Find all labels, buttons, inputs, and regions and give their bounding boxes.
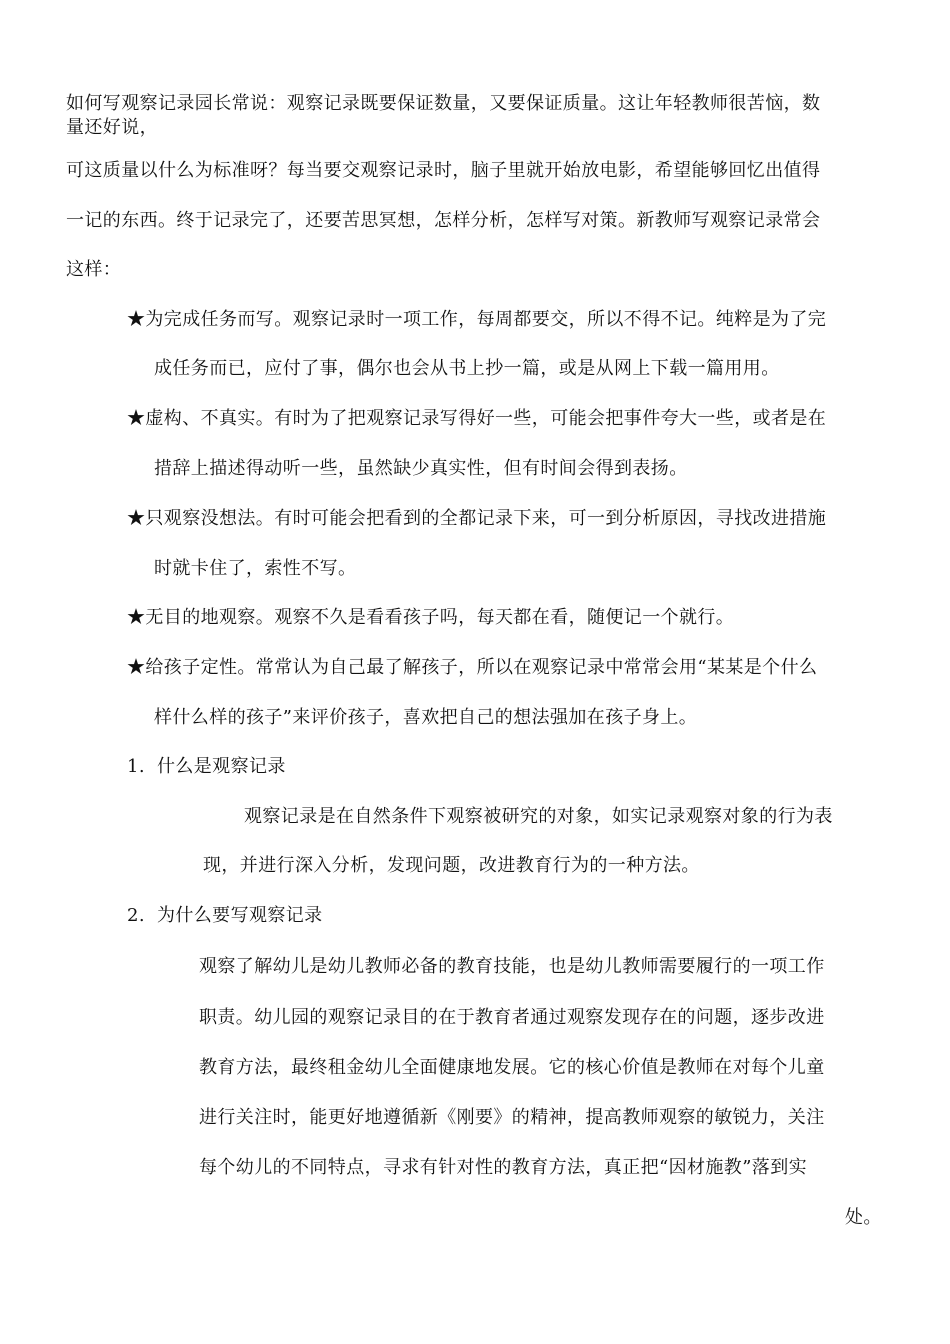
section-2-line-3: 教育方法，最终租金幼儿全面健康地发展。它的核心价值是教师在对每个儿童: [199, 1057, 825, 1078]
bullet-text: 为完成任务而写。观察记录时一项工作，每周都要交，所以不得不记。纯粹是为了完: [145, 309, 827, 330]
section-2-line-4: 进行关注时，能更好地遵循新《刚要》的精神，提高教师观察的敏锐力，关注: [199, 1107, 825, 1128]
section-number: 2.: [127, 905, 145, 926]
section-1-line-1: 观察记录是在自然条件下观察被研究的对象，如实记录观察对象的行为表: [244, 806, 833, 827]
bullet-item-1-line-1: [127, 309, 826, 331]
intro-title-line-1: 如何写观察记录园长常说：观察记录既要保证数量，又要保证质量。这让年轻教师很苦恼，数: [66, 93, 821, 114]
bullet-item-5-line-2: 样什么样的孩子”来评价孩子，喜欢把自己的想法强加在孩子身上。: [154, 707, 698, 728]
section-2-line-5: 每个幼儿的不同特点，寻求有针对性的教育方法，真正把“因材施教”落到实: [199, 1157, 808, 1178]
intro-paragraph-line-2: 一记的东西。终于记录完了，还要苦思冥想，怎样分析，怎样写对策。新教师写观察记录常会: [66, 210, 821, 231]
star-bullet-icon: ★: [127, 657, 146, 678]
section-title: 为什么要写观察记录: [156, 905, 323, 926]
star-bullet-icon: ★: [127, 408, 146, 429]
star-bullet-icon: ★: [127, 508, 146, 529]
section-number: 1.: [127, 756, 145, 777]
bullet-item-2-line-2: 措辞上描述得动听一些，虽然缺少真实性，但有时间会得到表扬。: [154, 458, 688, 479]
star-bullet-icon: ★: [127, 309, 146, 330]
section-1-heading: [127, 756, 286, 778]
star-bullet-icon: ★: [127, 607, 146, 628]
bullet-item-5-line-1: [127, 657, 817, 679]
bullet-item-1-line-2: 成任务而已，应付了事，偶尔也会从书上抄一篇，或是从网上下载一篇用用。: [154, 358, 780, 379]
bullet-text: 给孩子定性。常常认为自己最了解孩子，所以在观察记录中常常会用“某某是个什么: [145, 657, 818, 678]
section-title: 什么是观察记录: [156, 756, 286, 777]
bullet-item-3-line-2: 时就卡住了，索性不写。: [154, 558, 357, 579]
bullet-text: 虚构、不真实。有时为了把观察记录写得好一些，可能会把事件夸大一些，或者是在: [145, 408, 827, 429]
section-2-line-6: 处。: [845, 1207, 882, 1228]
section-2-heading: [127, 905, 323, 927]
bullet-item-3-line-1: [127, 508, 826, 530]
intro-paragraph-line-1: 可这质量以什么为标准呀？每当要交观察记录时，脑子里就开始放电影，希望能够回忆出值得: [66, 160, 821, 181]
intro-paragraph-line-3: 这样：: [66, 259, 122, 280]
bullet-item-4-line-1: [127, 607, 734, 629]
bullet-text: 无目的地观察。观察不久是看看孩子吗，每天都在看，随便记一个就行。: [145, 607, 735, 628]
intro-title-line-2: 量还好说，: [66, 117, 158, 138]
section-2-line-2: 职责。幼儿园的观察记录目的在于教育者通过观察发现存在的问题，逐步改进: [199, 1007, 825, 1028]
bullet-text: 只观察没想法。有时可能会把看到的全都记录下来，可一到分析原因，寻找改进措施: [145, 508, 827, 529]
section-1-line-2: 现，并进行深入分析，发现问题，改进教育行为的一种方法。: [203, 855, 700, 876]
section-2-line-1: 观察了解幼儿是幼儿教师必备的教育技能，也是幼儿教师需要履行的一项工作: [199, 956, 825, 977]
bullet-item-2-line-1: [127, 408, 826, 430]
